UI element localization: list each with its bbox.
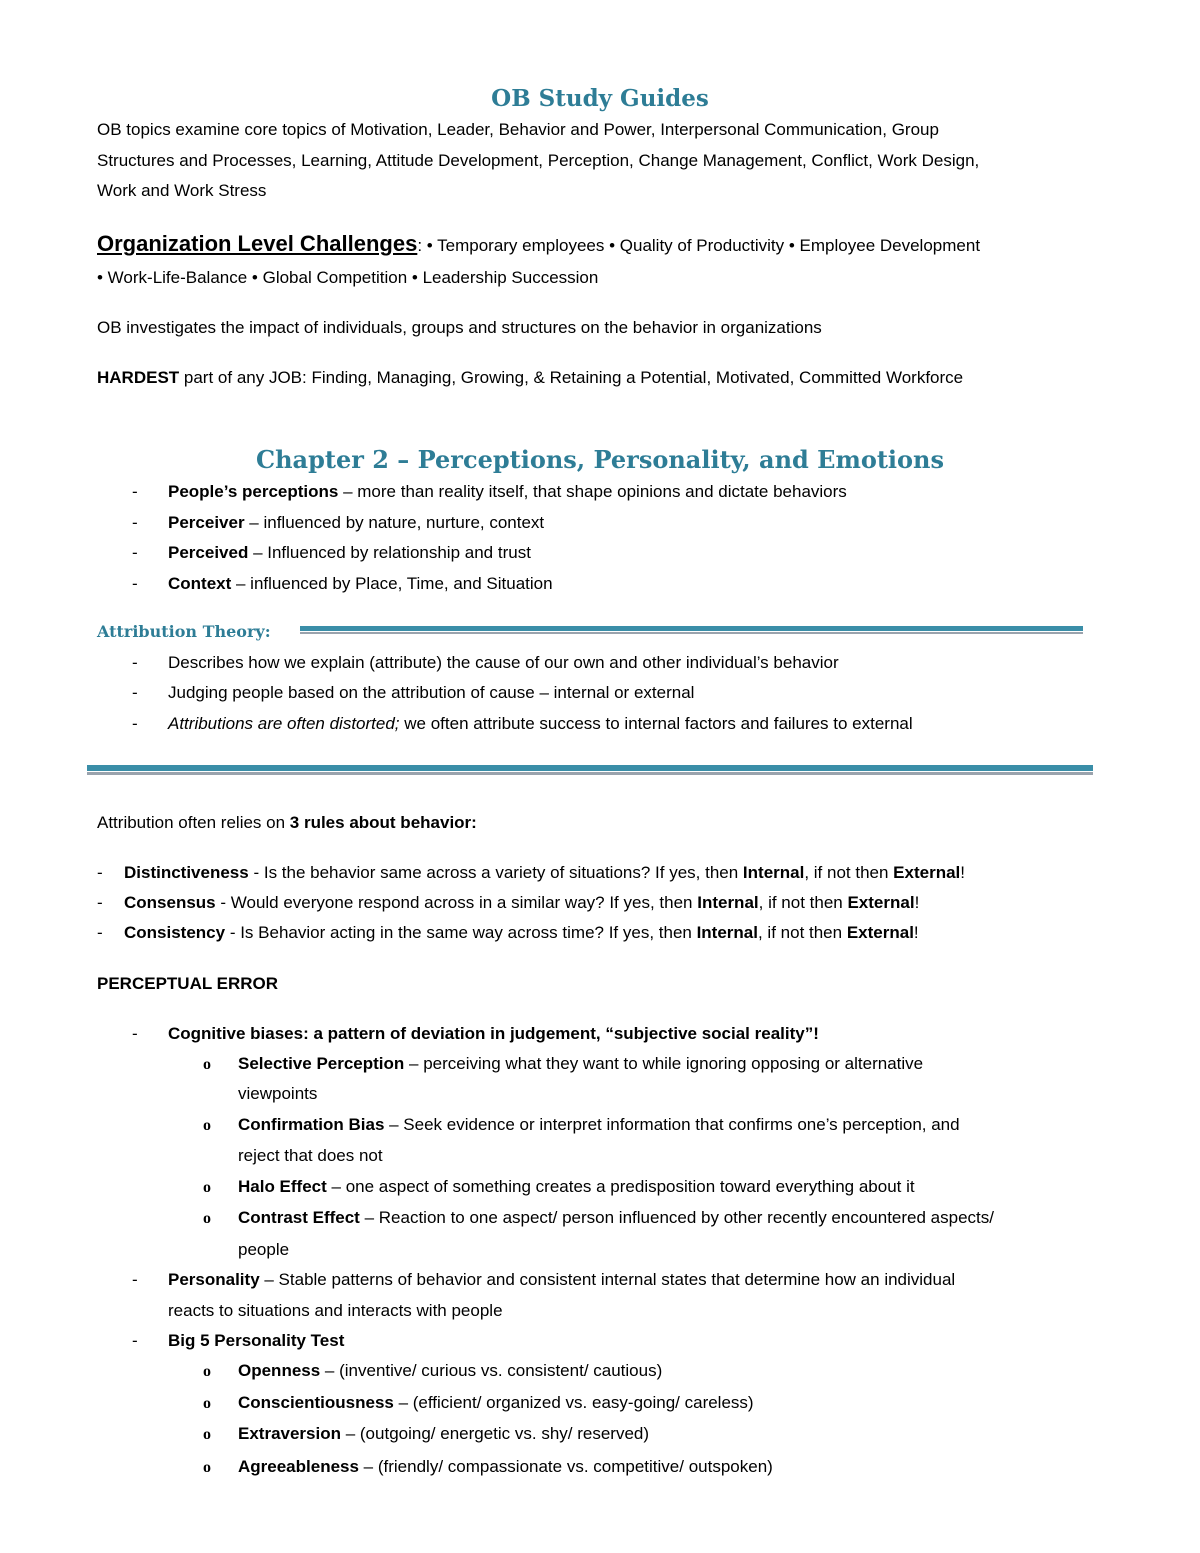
cognitive-biases: Cognitive biases: a pattern of deviation in judgement, “subjective social reality”! [168,1024,819,1043]
dash-bullet: - [132,653,138,672]
big5-openness: Openness – (inventive/ curious vs. consistent/ cautious) [238,1361,663,1380]
big5-conscientiousness: Conscientiousness – (efficient/ organized vs. easy-going/ careless) [238,1393,754,1412]
document-title: OB Study Guides [491,85,709,112]
big5-agreeableness: Agreeableness – (friendly/ compassionate vs. competitive/ outspoken) [238,1457,773,1476]
heading-rule [300,626,1083,631]
section-divider-shadow [87,772,1093,775]
hardest-line: HARDEST part of any JOB: Finding, Managing, Growing, & Retaining a Potential, Motivated, Committed Workforce [97,368,964,387]
rule-consensus: Consensus - Would everyone respond across in a similar way? If yes, then Internal, if not then External! [124,893,920,912]
chapter-item: Context – influenced by Place, Time, and Situation [168,574,553,593]
sub-bullet: o [203,1363,211,1380]
sub-bullet: o [203,1459,211,1476]
dash-bullet: - [132,513,138,532]
big5-title: Big 5 Personality Test [168,1331,345,1350]
halo-effect: Halo Effect – one aspect of something creates a predisposition toward everything about it [238,1177,915,1196]
dash-bullet: - [132,1270,138,1289]
rules-intro: Attribution often relies on 3 rules about behavior: [97,813,477,832]
sub-bullet: o [203,1426,211,1443]
ob-investigates: OB investigates the impact of individuals, groups and structures on the behavior in organizations [97,318,822,337]
dash-bullet: - [97,893,103,912]
attribution-item: Attributions are often distorted; we often attribute success to internal factors and failures to external [168,714,913,733]
sub-bullet: o [203,1179,211,1196]
org-challenges-line-2: • Work-Life-Balance • Global Competition • Leadership Succession [97,268,599,287]
chapter-item: People’s perceptions – more than reality itself, that shape opinions and dictate behaviors [168,482,847,501]
org-challenges-line-1: Organization Level Challenges: • Temporary employees • Quality of Productivity • Employee Development [97,231,981,256]
dash-bullet: - [132,543,138,562]
org-challenges-label: Organization Level Challenges [97,231,418,256]
selective-perception: Selective Perception – perceiving what they want to while ignoring opposing or alternative [238,1054,924,1073]
sub-bullet: o [203,1210,211,1227]
contrast-effect-cont: people [238,1240,290,1259]
selective-perception-cont: viewpoints [238,1084,318,1103]
attribution-item: Describes how we explain (attribute) the cause of our own and other individual’s behavior [168,653,839,672]
confirmation-bias-cont: reject that does not [238,1146,383,1165]
dash-bullet: - [132,683,138,702]
intro-line-1: OB topics examine core topics of Motivation, Leader, Behavior and Power, Interpersonal Communication, Group [97,120,939,139]
dash-bullet: - [132,574,138,593]
personality: Personality – Stable patterns of behavior and consistent internal states that determine how an individual [168,1270,956,1289]
rule-consistency: Consistency - Is Behavior acting in the same way across time? If yes, then Internal, if not then External! [124,923,919,942]
attribution-theory-heading: Attribution Theory: [97,622,271,641]
big5-extraversion: Extraversion – (outgoing/ energetic vs. shy/ reserved) [238,1424,650,1443]
dash-bullet: - [132,714,138,733]
chapter-item: Perceived – Influenced by relationship and trust [168,543,531,562]
intro-line-3: Work and Work Stress [97,181,267,200]
dash-bullet: - [97,923,103,942]
dash-bullet: - [97,863,103,882]
sub-bullet: o [203,1056,211,1073]
attribution-item: Judging people based on the attribution of cause – internal or external [168,683,695,702]
dash-bullet: - [132,1024,138,1043]
section-divider [87,765,1093,771]
rule-distinctiveness: Distinctiveness - Is the behavior same across a variety of situations? If yes, then Internal, if not then External! [124,863,965,882]
sub-bullet: o [203,1395,211,1412]
sub-bullet: o [203,1117,211,1134]
dash-bullet: - [132,482,138,501]
chapter-item: Perceiver – influenced by nature, nurture, context [168,513,545,532]
dash-bullet: - [132,1331,138,1350]
perceptual-error-heading: PERCEPTUAL ERROR [97,974,279,993]
chapter-title: Chapter 2 – Perceptions, Personality, and Emotions [255,445,945,474]
confirmation-bias: Confirmation Bias – Seek evidence or interpret information that confirms one’s perception, and [238,1115,960,1134]
personality-cont: reacts to situations and interacts with people [168,1301,503,1320]
intro-line-2: Structures and Processes, Learning, Attitude Development, Perception, Change Management, Conflict, Work Design, [97,151,980,170]
contrast-effect: Contrast Effect – Reaction to one aspect/ person influenced by other recently encountered aspects/ [238,1208,994,1227]
heading-rule-shadow [300,632,1083,634]
